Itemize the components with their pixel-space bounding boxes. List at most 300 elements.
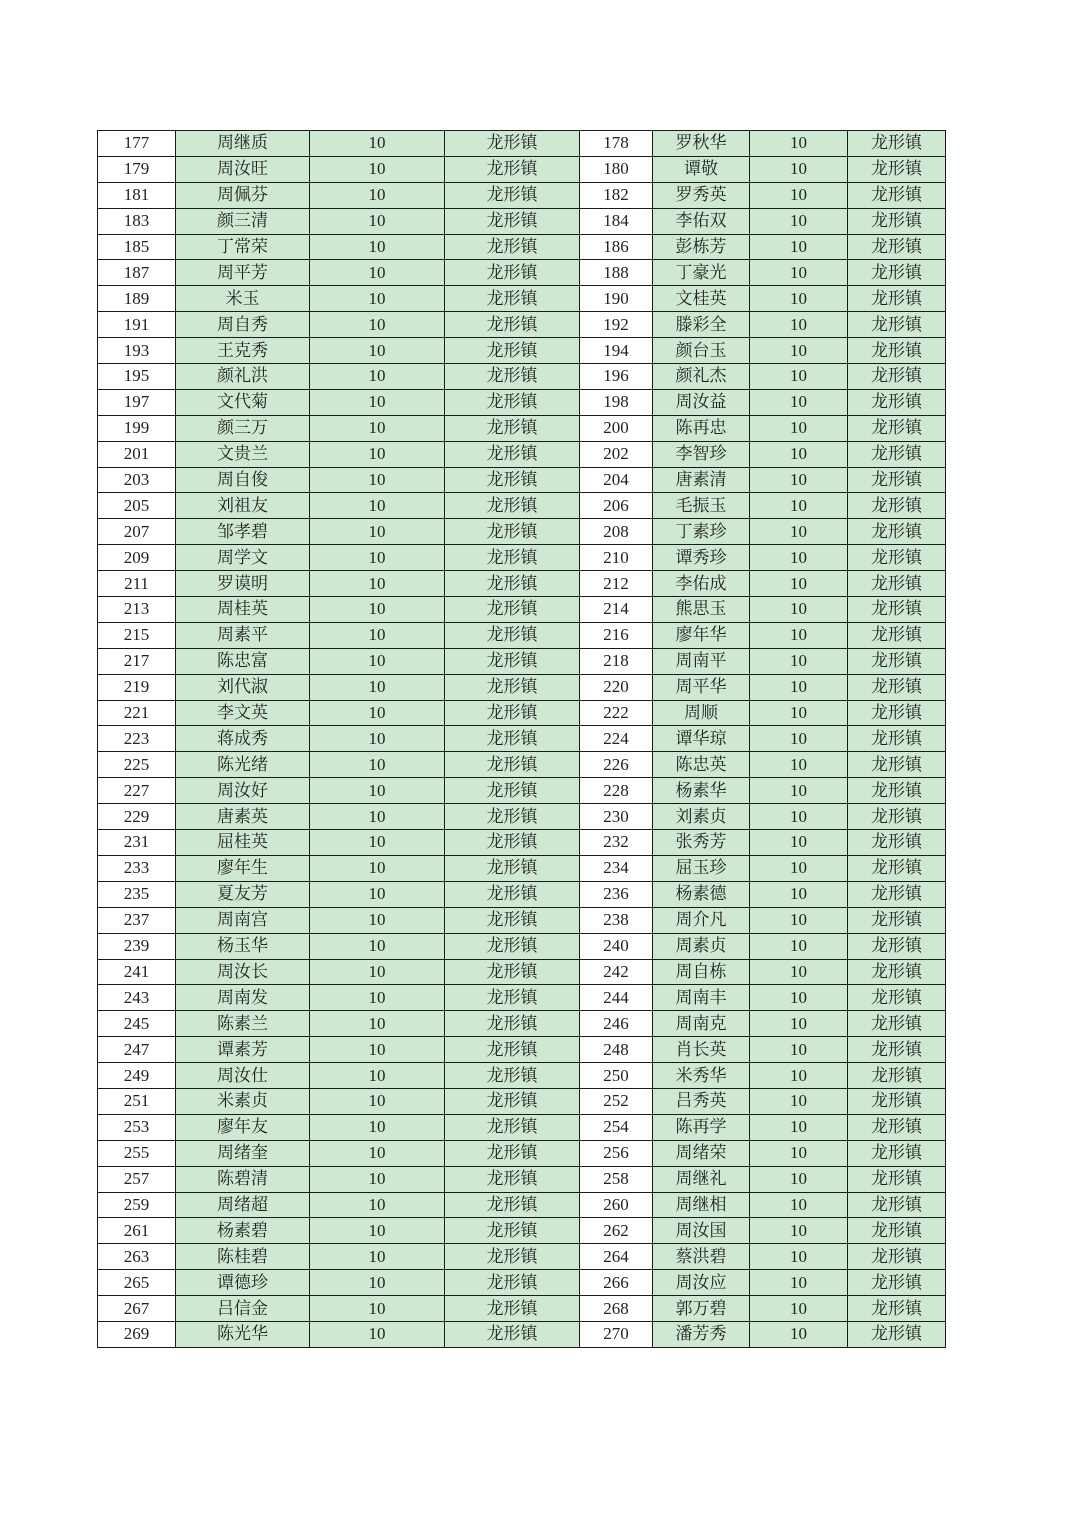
right-name-cell: 周继礼 (653, 1166, 750, 1192)
right-town-cell: 龙形镇 (848, 1037, 946, 1063)
left-amount-cell: 10 (310, 1218, 445, 1244)
right-town-cell: 龙形镇 (848, 493, 946, 519)
right-town-cell: 龙形镇 (848, 441, 946, 467)
left-town-cell: 龙形镇 (445, 1321, 580, 1347)
table-row (98, 881, 946, 907)
left-number-cell: 205 (98, 493, 176, 519)
right-town-cell: 龙形镇 (848, 389, 946, 415)
table-row (98, 830, 946, 856)
right-town-cell: 龙形镇 (848, 1011, 946, 1037)
right-number-cell: 196 (580, 364, 653, 390)
left-name-cell: 周自秀 (176, 312, 310, 338)
right-name-cell: 张秀芳 (653, 830, 750, 856)
right-amount-cell: 10 (750, 493, 848, 519)
right-amount-cell: 10 (750, 389, 848, 415)
left-town-cell: 龙形镇 (445, 467, 580, 493)
right-town-cell: 龙形镇 (848, 234, 946, 260)
left-amount-cell: 10 (310, 907, 445, 933)
left-number-cell: 249 (98, 1063, 176, 1089)
left-name-cell: 陈光华 (176, 1321, 310, 1347)
left-number-cell: 211 (98, 571, 176, 597)
left-town-cell: 龙形镇 (445, 493, 580, 519)
right-number-cell: 208 (580, 519, 653, 545)
left-number-cell: 219 (98, 674, 176, 700)
left-town-cell: 龙形镇 (445, 752, 580, 778)
table-row (98, 1218, 946, 1244)
table-row (98, 1270, 946, 1296)
left-name-cell: 周汝旺 (176, 156, 310, 182)
left-amount-cell: 10 (310, 855, 445, 881)
left-amount-cell: 10 (310, 467, 445, 493)
table-row (98, 752, 946, 778)
roster-table (97, 130, 946, 1348)
right-number-cell: 200 (580, 415, 653, 441)
left-name-cell: 周绪超 (176, 1192, 310, 1218)
table-row (98, 1296, 946, 1322)
left-town-cell: 龙形镇 (445, 1140, 580, 1166)
left-number-cell: 213 (98, 597, 176, 623)
left-amount-cell: 10 (310, 208, 445, 234)
right-amount-cell: 10 (750, 881, 848, 907)
left-name-cell: 陈素兰 (176, 1011, 310, 1037)
table-row (98, 182, 946, 208)
right-number-cell: 226 (580, 752, 653, 778)
table-row (98, 441, 946, 467)
left-number-cell: 237 (98, 907, 176, 933)
left-name-cell: 周桂英 (176, 597, 310, 623)
right-amount-cell: 10 (750, 467, 848, 493)
table-row (98, 234, 946, 260)
left-amount-cell: 10 (310, 1140, 445, 1166)
left-amount-cell: 10 (310, 571, 445, 597)
left-town-cell: 龙形镇 (445, 286, 580, 312)
right-name-cell: 屈玉珍 (653, 855, 750, 881)
right-name-cell: 米秀华 (653, 1063, 750, 1089)
left-name-cell: 刘代淑 (176, 674, 310, 700)
left-number-cell: 265 (98, 1270, 176, 1296)
left-amount-cell: 10 (310, 286, 445, 312)
right-name-cell: 周自栋 (653, 959, 750, 985)
left-name-cell: 王克秀 (176, 338, 310, 364)
left-name-cell: 杨玉华 (176, 933, 310, 959)
left-name-cell: 米玉 (176, 286, 310, 312)
table-row (98, 389, 946, 415)
left-town-cell: 龙形镇 (445, 674, 580, 700)
left-town-cell: 龙形镇 (445, 778, 580, 804)
right-amount-cell: 10 (750, 131, 848, 157)
left-amount-cell: 10 (310, 1321, 445, 1347)
left-town-cell: 龙形镇 (445, 804, 580, 830)
left-town-cell: 龙形镇 (445, 881, 580, 907)
right-number-cell: 214 (580, 597, 653, 623)
left-amount-cell: 10 (310, 156, 445, 182)
right-town-cell: 龙形镇 (848, 1114, 946, 1140)
right-town-cell: 龙形镇 (848, 597, 946, 623)
left-town-cell: 龙形镇 (445, 959, 580, 985)
right-name-cell: 周平华 (653, 674, 750, 700)
right-number-cell: 186 (580, 234, 653, 260)
left-town-cell: 龙形镇 (445, 1270, 580, 1296)
right-number-cell: 240 (580, 933, 653, 959)
right-amount-cell: 10 (750, 182, 848, 208)
left-number-cell: 193 (98, 338, 176, 364)
left-town-cell: 龙形镇 (445, 234, 580, 260)
right-name-cell: 熊思玉 (653, 597, 750, 623)
right-name-cell: 丁素珍 (653, 519, 750, 545)
right-amount-cell: 10 (750, 1244, 848, 1270)
left-number-cell: 259 (98, 1192, 176, 1218)
right-number-cell: 236 (580, 881, 653, 907)
table-row (98, 778, 946, 804)
left-number-cell: 179 (98, 156, 176, 182)
table-row (98, 131, 946, 157)
right-town-cell: 龙形镇 (848, 855, 946, 881)
right-amount-cell: 10 (750, 1011, 848, 1037)
right-amount-cell: 10 (750, 545, 848, 571)
table-row (98, 726, 946, 752)
left-town-cell: 龙形镇 (445, 1166, 580, 1192)
table-row (98, 415, 946, 441)
right-town-cell: 龙形镇 (848, 545, 946, 571)
left-number-cell: 201 (98, 441, 176, 467)
right-number-cell: 264 (580, 1244, 653, 1270)
right-amount-cell: 10 (750, 1321, 848, 1347)
table-row (98, 1114, 946, 1140)
left-number-cell: 245 (98, 1011, 176, 1037)
left-number-cell: 195 (98, 364, 176, 390)
table-row (98, 1140, 946, 1166)
right-amount-cell: 10 (750, 985, 848, 1011)
table-row (98, 286, 946, 312)
right-name-cell: 周绪荣 (653, 1140, 750, 1166)
left-town-cell: 龙形镇 (445, 622, 580, 648)
right-name-cell: 刘素贞 (653, 804, 750, 830)
left-name-cell: 周素平 (176, 622, 310, 648)
right-amount-cell: 10 (750, 804, 848, 830)
left-town-cell: 龙形镇 (445, 1063, 580, 1089)
right-amount-cell: 10 (750, 959, 848, 985)
right-amount-cell: 10 (750, 364, 848, 390)
left-town-cell: 龙形镇 (445, 648, 580, 674)
table-row (98, 907, 946, 933)
left-name-cell: 杨素碧 (176, 1218, 310, 1244)
right-name-cell: 周南克 (653, 1011, 750, 1037)
right-amount-cell: 10 (750, 519, 848, 545)
left-amount-cell: 10 (310, 1296, 445, 1322)
right-amount-cell: 10 (750, 1037, 848, 1063)
left-amount-cell: 10 (310, 648, 445, 674)
left-amount-cell: 10 (310, 1088, 445, 1114)
right-town-cell: 龙形镇 (848, 364, 946, 390)
right-town-cell: 龙形镇 (848, 622, 946, 648)
right-number-cell: 216 (580, 622, 653, 648)
right-amount-cell: 10 (750, 312, 848, 338)
right-name-cell: 肖长英 (653, 1037, 750, 1063)
left-name-cell: 刘祖友 (176, 493, 310, 519)
right-name-cell: 潘芳秀 (653, 1321, 750, 1347)
right-number-cell: 246 (580, 1011, 653, 1037)
left-amount-cell: 10 (310, 933, 445, 959)
left-town-cell: 龙形镇 (445, 260, 580, 286)
right-number-cell: 182 (580, 182, 653, 208)
table-row (98, 1088, 946, 1114)
right-town-cell: 龙形镇 (848, 1270, 946, 1296)
right-number-cell: 218 (580, 648, 653, 674)
table-row (98, 467, 946, 493)
right-amount-cell: 10 (750, 907, 848, 933)
left-name-cell: 邹孝碧 (176, 519, 310, 545)
roster-body (98, 131, 946, 1348)
left-number-cell: 177 (98, 131, 176, 157)
right-amount-cell: 10 (750, 441, 848, 467)
left-amount-cell: 10 (310, 1270, 445, 1296)
left-town-cell: 龙形镇 (445, 131, 580, 157)
left-town-cell: 龙形镇 (445, 312, 580, 338)
right-number-cell: 250 (580, 1063, 653, 1089)
left-amount-cell: 10 (310, 804, 445, 830)
left-name-cell: 周佩芬 (176, 182, 310, 208)
left-amount-cell: 10 (310, 493, 445, 519)
left-name-cell: 唐素英 (176, 804, 310, 830)
left-name-cell: 陈光绪 (176, 752, 310, 778)
left-amount-cell: 10 (310, 182, 445, 208)
table-row (98, 545, 946, 571)
right-number-cell: 188 (580, 260, 653, 286)
left-amount-cell: 10 (310, 415, 445, 441)
right-number-cell: 248 (580, 1037, 653, 1063)
table-row (98, 648, 946, 674)
left-amount-cell: 10 (310, 985, 445, 1011)
right-amount-cell: 10 (750, 571, 848, 597)
right-town-cell: 龙形镇 (848, 1218, 946, 1244)
right-town-cell: 龙形镇 (848, 752, 946, 778)
left-town-cell: 龙形镇 (445, 907, 580, 933)
right-number-cell: 258 (580, 1166, 653, 1192)
left-town-cell: 龙形镇 (445, 1088, 580, 1114)
right-number-cell: 178 (580, 131, 653, 157)
right-number-cell: 198 (580, 389, 653, 415)
right-town-cell: 龙形镇 (848, 1192, 946, 1218)
right-amount-cell: 10 (750, 830, 848, 856)
left-name-cell: 颜三清 (176, 208, 310, 234)
right-town-cell: 龙形镇 (848, 312, 946, 338)
left-number-cell: 253 (98, 1114, 176, 1140)
right-number-cell: 232 (580, 830, 653, 856)
left-name-cell: 周汝仕 (176, 1063, 310, 1089)
left-name-cell: 周继质 (176, 131, 310, 157)
left-town-cell: 龙形镇 (445, 597, 580, 623)
right-town-cell: 龙形镇 (848, 700, 946, 726)
right-number-cell: 270 (580, 1321, 653, 1347)
right-town-cell: 龙形镇 (848, 182, 946, 208)
left-name-cell: 周平芳 (176, 260, 310, 286)
left-name-cell: 吕信金 (176, 1296, 310, 1322)
left-amount-cell: 10 (310, 1011, 445, 1037)
left-name-cell: 周南发 (176, 985, 310, 1011)
left-amount-cell: 10 (310, 545, 445, 571)
right-name-cell: 杨素华 (653, 778, 750, 804)
table-row (98, 1192, 946, 1218)
left-town-cell: 龙形镇 (445, 415, 580, 441)
left-town-cell: 龙形镇 (445, 726, 580, 752)
right-amount-cell: 10 (750, 778, 848, 804)
right-town-cell: 龙形镇 (848, 881, 946, 907)
left-name-cell: 罗谟明 (176, 571, 310, 597)
right-amount-cell: 10 (750, 855, 848, 881)
table-row (98, 1166, 946, 1192)
table-row (98, 260, 946, 286)
left-amount-cell: 10 (310, 752, 445, 778)
table-row (98, 571, 946, 597)
table-row (98, 1037, 946, 1063)
right-number-cell: 194 (580, 338, 653, 364)
left-number-cell: 231 (98, 830, 176, 856)
right-number-cell: 254 (580, 1114, 653, 1140)
right-amount-cell: 10 (750, 1192, 848, 1218)
right-number-cell: 224 (580, 726, 653, 752)
left-number-cell: 261 (98, 1218, 176, 1244)
right-name-cell: 陈忠英 (653, 752, 750, 778)
left-amount-cell: 10 (310, 700, 445, 726)
right-name-cell: 周介凡 (653, 907, 750, 933)
right-name-cell: 周继相 (653, 1192, 750, 1218)
right-town-cell: 龙形镇 (848, 907, 946, 933)
left-name-cell: 周自俊 (176, 467, 310, 493)
right-town-cell: 龙形镇 (848, 1321, 946, 1347)
right-name-cell: 周汝国 (653, 1218, 750, 1244)
right-number-cell: 262 (580, 1218, 653, 1244)
right-amount-cell: 10 (750, 156, 848, 182)
right-town-cell: 龙形镇 (848, 260, 946, 286)
left-town-cell: 龙形镇 (445, 571, 580, 597)
left-amount-cell: 10 (310, 1166, 445, 1192)
right-amount-cell: 10 (750, 726, 848, 752)
right-name-cell: 杨素德 (653, 881, 750, 907)
right-amount-cell: 10 (750, 1270, 848, 1296)
left-amount-cell: 10 (310, 364, 445, 390)
left-number-cell: 209 (98, 545, 176, 571)
right-amount-cell: 10 (750, 338, 848, 364)
right-town-cell: 龙形镇 (848, 131, 946, 157)
right-name-cell: 唐素清 (653, 467, 750, 493)
left-number-cell: 257 (98, 1166, 176, 1192)
left-number-cell: 189 (98, 286, 176, 312)
table-row (98, 208, 946, 234)
right-town-cell: 龙形镇 (848, 415, 946, 441)
left-amount-cell: 10 (310, 778, 445, 804)
right-name-cell: 蔡洪碧 (653, 1244, 750, 1270)
right-number-cell: 244 (580, 985, 653, 1011)
left-town-cell: 龙形镇 (445, 830, 580, 856)
right-name-cell: 陈再忠 (653, 415, 750, 441)
right-name-cell: 文桂英 (653, 286, 750, 312)
right-number-cell: 206 (580, 493, 653, 519)
right-name-cell: 周南平 (653, 648, 750, 674)
right-amount-cell: 10 (750, 415, 848, 441)
left-town-cell: 龙形镇 (445, 208, 580, 234)
right-town-cell: 龙形镇 (848, 1296, 946, 1322)
right-town-cell: 龙形镇 (848, 1166, 946, 1192)
right-name-cell: 毛振玉 (653, 493, 750, 519)
left-amount-cell: 10 (310, 312, 445, 338)
table-row (98, 156, 946, 182)
right-number-cell: 184 (580, 208, 653, 234)
right-town-cell: 龙形镇 (848, 985, 946, 1011)
table-row (98, 338, 946, 364)
right-name-cell: 吕秀英 (653, 1088, 750, 1114)
right-town-cell: 龙形镇 (848, 1244, 946, 1270)
right-name-cell: 李佑双 (653, 208, 750, 234)
table-row (98, 519, 946, 545)
right-amount-cell: 10 (750, 1114, 848, 1140)
right-name-cell: 周素贞 (653, 933, 750, 959)
table-row (98, 933, 946, 959)
right-amount-cell: 10 (750, 1218, 848, 1244)
left-town-cell: 龙形镇 (445, 985, 580, 1011)
left-name-cell: 颜礼洪 (176, 364, 310, 390)
right-number-cell: 266 (580, 1270, 653, 1296)
left-town-cell: 龙形镇 (445, 933, 580, 959)
left-amount-cell: 10 (310, 622, 445, 648)
table-row (98, 1063, 946, 1089)
right-town-cell: 龙形镇 (848, 467, 946, 493)
left-number-cell: 239 (98, 933, 176, 959)
left-town-cell: 龙形镇 (445, 1218, 580, 1244)
right-town-cell: 龙形镇 (848, 338, 946, 364)
left-amount-cell: 10 (310, 674, 445, 700)
left-name-cell: 周绪奎 (176, 1140, 310, 1166)
left-town-cell: 龙形镇 (445, 182, 580, 208)
left-number-cell: 267 (98, 1296, 176, 1322)
table-row (98, 493, 946, 519)
left-number-cell: 233 (98, 855, 176, 881)
right-number-cell: 238 (580, 907, 653, 933)
left-town-cell: 龙形镇 (445, 855, 580, 881)
right-name-cell: 颜台玉 (653, 338, 750, 364)
left-number-cell: 191 (98, 312, 176, 338)
left-amount-cell: 10 (310, 389, 445, 415)
left-amount-cell: 10 (310, 1192, 445, 1218)
right-number-cell: 180 (580, 156, 653, 182)
left-amount-cell: 10 (310, 1114, 445, 1140)
left-number-cell: 247 (98, 1037, 176, 1063)
right-town-cell: 龙形镇 (848, 1140, 946, 1166)
right-number-cell: 202 (580, 441, 653, 467)
left-name-cell: 周汝长 (176, 959, 310, 985)
left-amount-cell: 10 (310, 597, 445, 623)
left-town-cell: 龙形镇 (445, 156, 580, 182)
left-number-cell: 255 (98, 1140, 176, 1166)
right-name-cell: 谭敬 (653, 156, 750, 182)
right-amount-cell: 10 (750, 700, 848, 726)
left-name-cell: 米素贞 (176, 1088, 310, 1114)
right-town-cell: 龙形镇 (848, 778, 946, 804)
right-amount-cell: 10 (750, 1088, 848, 1114)
left-town-cell: 龙形镇 (445, 389, 580, 415)
left-name-cell: 蒋成秀 (176, 726, 310, 752)
left-number-cell: 215 (98, 622, 176, 648)
right-number-cell: 222 (580, 700, 653, 726)
left-amount-cell: 10 (310, 881, 445, 907)
right-number-cell: 228 (580, 778, 653, 804)
right-name-cell: 郭万碧 (653, 1296, 750, 1322)
right-town-cell: 龙形镇 (848, 933, 946, 959)
table-row (98, 312, 946, 338)
right-town-cell: 龙形镇 (848, 726, 946, 752)
right-name-cell: 李智珍 (653, 441, 750, 467)
right-name-cell: 谭华琼 (653, 726, 750, 752)
left-town-cell: 龙形镇 (445, 1011, 580, 1037)
